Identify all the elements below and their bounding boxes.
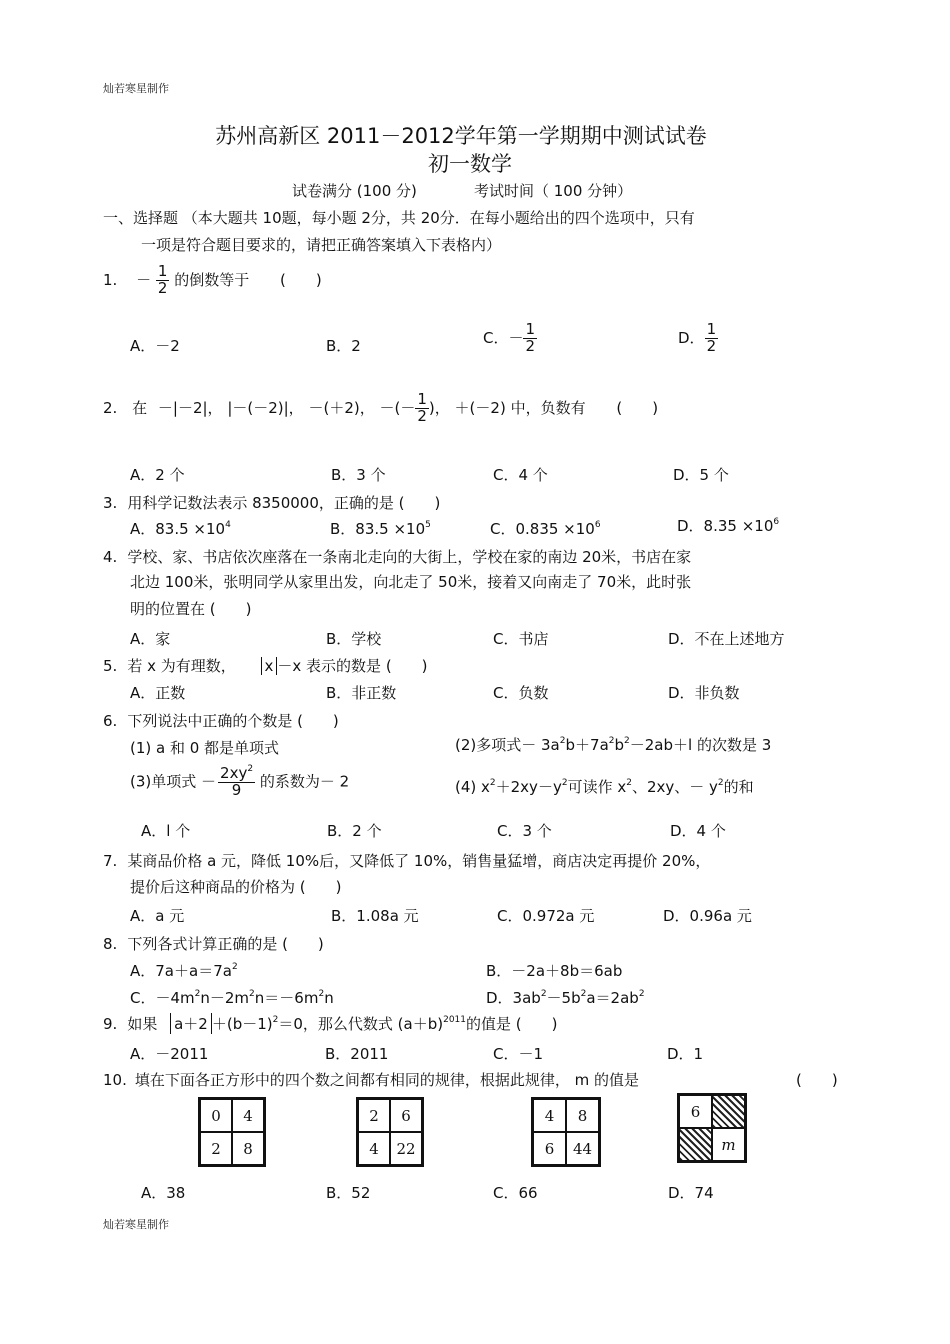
q1-option-a: A．－2 bbox=[130, 337, 180, 355]
grid-cell: 4 bbox=[232, 1099, 264, 1132]
q4-option-b: B．学校 bbox=[326, 630, 382, 648]
grid-cell: 6 bbox=[390, 1099, 422, 1132]
q5-option-c: C．负数 bbox=[493, 684, 549, 702]
grid-cell: 44 bbox=[566, 1132, 599, 1165]
number-grid-3 bbox=[531, 1097, 601, 1167]
question-9: 9. 如果 $a+2 +(b-1)^2=0$，那么代数式 $(a+b)^{2011}$的值是 ( ) bbox=[103, 1015, 558, 1033]
q2-expr-4: －(－ $\frac{1}{2}$ )， bbox=[379, 390, 450, 425]
section-heading: 一、选择题 （本大题共 10题，每小题 2分，共 20分．在每小题给出的四个选项中，只有 bbox=[103, 209, 695, 227]
grid-cell: 0 bbox=[200, 1099, 232, 1132]
answer-paren: ( ) bbox=[616, 398, 659, 417]
q1-option-b: B．2 bbox=[326, 337, 361, 355]
q9-option-a: A．－2011 bbox=[130, 1045, 209, 1063]
answer-paren: ( ) bbox=[796, 1071, 838, 1089]
watermark-bottom: 灿若寒星制作 bbox=[103, 1218, 169, 1231]
q5-option-a: A．正数 bbox=[130, 684, 186, 702]
q4-option-a: A．家 bbox=[130, 630, 171, 648]
q2-option-b: B．3 个 bbox=[331, 466, 386, 484]
q1-fraction: $\frac{1}{2}$ bbox=[157, 262, 168, 297]
section-heading-cont: 一项是符合题目要求的，请把正确答案填入下表格内） bbox=[141, 236, 502, 254]
question-5: 5. 若 x 为有理数， x －x 表示的数是 ( ) bbox=[103, 657, 428, 675]
score-info: 试卷满分 (100 分) bbox=[292, 182, 417, 200]
q6-option-a: A．l 个 bbox=[141, 822, 191, 840]
q2-lead: 在 bbox=[132, 398, 148, 417]
q7-option-d: D．0.96a 元 bbox=[663, 907, 752, 925]
q4-option-d: D．不在上述地方 bbox=[668, 630, 785, 648]
q10-option-a: A．38 bbox=[141, 1184, 186, 1202]
q2-expr-5: ＋(－2) bbox=[454, 398, 506, 417]
q7-option-b: B．1.08a 元 bbox=[331, 907, 419, 925]
q2-expr-2: |－(－2)|， bbox=[227, 398, 304, 417]
q2-option-a: A．2 个 bbox=[130, 466, 185, 484]
q1-option-d: D． $\frac{1}{2}$ bbox=[678, 320, 717, 355]
q-number: 1. bbox=[103, 270, 118, 289]
q8-option-c: C．$-4m^2n-2m^2n=-6m^2n$ bbox=[130, 989, 334, 1007]
q2-text: 中，负数有 bbox=[510, 398, 586, 417]
q6-statement-2: (2)多项式－ $3a^2b+7a^2b^2-2ab+l$ 的次数是 3 bbox=[455, 736, 772, 754]
grid-cell: 2 bbox=[358, 1099, 390, 1132]
q5-option-d: D．非负数 bbox=[668, 684, 740, 702]
q10-option-b: B．52 bbox=[326, 1184, 371, 1202]
q7-option-c: C．0.972a 元 bbox=[497, 907, 595, 925]
watermark-top: 灿若寒星制作 bbox=[103, 82, 169, 95]
q4-option-c: C．书店 bbox=[493, 630, 549, 648]
q1-minus: － bbox=[136, 270, 152, 289]
q-number: 2. bbox=[103, 398, 118, 417]
q10-option-d: D．74 bbox=[668, 1184, 714, 1202]
q6-statement-4: (4) $x^2+2xy-y^2$可读作 $x^2$、2xy、－ $y^2$的和 bbox=[455, 778, 754, 796]
q6-option-d: D．4 个 bbox=[670, 822, 726, 840]
q3-option-c: C．$0.835 \times 10^6$ bbox=[490, 520, 601, 538]
q8-option-b: B．－2a＋8b＝6ab bbox=[486, 962, 623, 980]
question-7: 7. 某商品价格 a 元，降低 10%后，又降低了 10%，销售量猛增，商店决定再提价 20%， bbox=[103, 852, 711, 870]
question-3: 3. 用科学记数法表示 8350000，正确的是 ( ) bbox=[103, 494, 441, 512]
grid-cell: 4 bbox=[358, 1132, 390, 1165]
q3-option-a: A．$83.5 \times 10^4$ bbox=[130, 520, 231, 538]
grid-cell-m: m bbox=[712, 1128, 745, 1161]
question-1 bbox=[103, 264, 322, 297]
grid-cell: 6 bbox=[679, 1095, 712, 1128]
grid-cell: 8 bbox=[566, 1099, 599, 1132]
q8-option-d: D．$3ab^2-5b^2a=2ab^2$ bbox=[486, 989, 645, 1007]
grid-cell: 4 bbox=[533, 1099, 566, 1132]
grid-cell: 6 bbox=[533, 1132, 566, 1165]
q6-option-b: B．2 个 bbox=[327, 822, 382, 840]
page-title: 苏州高新区 2011－2012学年第一学期期中测试试卷 bbox=[215, 124, 707, 148]
question-10: 10. 填在下面各正方形中的四个数之间都有相同的规律，根据此规律， m 的值是 bbox=[103, 1071, 640, 1089]
number-grid-1 bbox=[198, 1097, 266, 1167]
question-4-line3: 明的位置在 ( ) bbox=[130, 600, 252, 618]
q5-option-b: B．非正数 bbox=[326, 684, 397, 702]
abs-x: x bbox=[261, 657, 278, 675]
answer-paren: ( ) bbox=[280, 270, 322, 289]
q2-option-d: D．5 个 bbox=[673, 466, 729, 484]
q8-option-a: A．$7a+a=7a^2$ bbox=[130, 962, 238, 980]
question-4: 4. 学校、家、书店依次座落在一条南北走向的大街上，学校在家的南边 20米，书店在家 bbox=[103, 548, 692, 566]
question-4-line2: 北边 100米，张明同学从家里出发，向北走了 50米，接着又向南走了 70米，此时张 bbox=[130, 573, 692, 591]
grid-cell: 22 bbox=[390, 1132, 422, 1165]
q7-option-a: A．a 元 bbox=[130, 907, 185, 925]
q6-option-c: C．3 个 bbox=[497, 822, 552, 840]
q6-statement-1: (1) a 和 0 都是单项式 bbox=[130, 739, 280, 757]
question-7-line2: 提价后这种商品的价格为 ( ) bbox=[130, 878, 342, 896]
time-info: 考试时间（ 100 分钟） bbox=[474, 182, 633, 200]
q2-option-c: C．4 个 bbox=[493, 466, 548, 484]
q9-option-c: C．－1 bbox=[493, 1045, 544, 1063]
q1-option-c: C．－ $\frac{1}{2}$ bbox=[483, 320, 536, 355]
q3-option-d: D．$8.35 \times 10^6$ bbox=[677, 517, 780, 535]
abs-expression: a＋2 bbox=[170, 1013, 212, 1034]
q2-expr-1: －|－2|， bbox=[157, 398, 223, 417]
q9-option-d: D．1 bbox=[667, 1045, 704, 1063]
q2-expr-3: －(＋2)， bbox=[308, 398, 375, 417]
grid-cell: 2 bbox=[200, 1132, 232, 1165]
number-grid-2 bbox=[356, 1097, 424, 1167]
question-2 bbox=[103, 392, 658, 425]
number-grid-4 bbox=[677, 1093, 747, 1163]
hatched-cell bbox=[679, 1128, 712, 1161]
q9-option-b: B．2011 bbox=[325, 1045, 389, 1063]
page-subtitle: 初一数学 bbox=[428, 152, 512, 176]
q1-text: 的倒数等于 bbox=[174, 270, 250, 289]
q6-statement-3: (3)单项式 － $\frac{2xy^2}{9}$ 的系数为－ 2 bbox=[130, 764, 350, 799]
grid-cell: 8 bbox=[232, 1132, 264, 1165]
question-8: 8. 下列各式计算正确的是 ( ) bbox=[103, 935, 324, 953]
hatched-cell bbox=[712, 1095, 745, 1128]
question-6: 6. 下列说法中正确的个数是 ( ) bbox=[103, 712, 339, 730]
q10-option-c: C．66 bbox=[493, 1184, 538, 1202]
q3-option-b: B．$83.5 \times 10^5$ bbox=[330, 520, 431, 538]
